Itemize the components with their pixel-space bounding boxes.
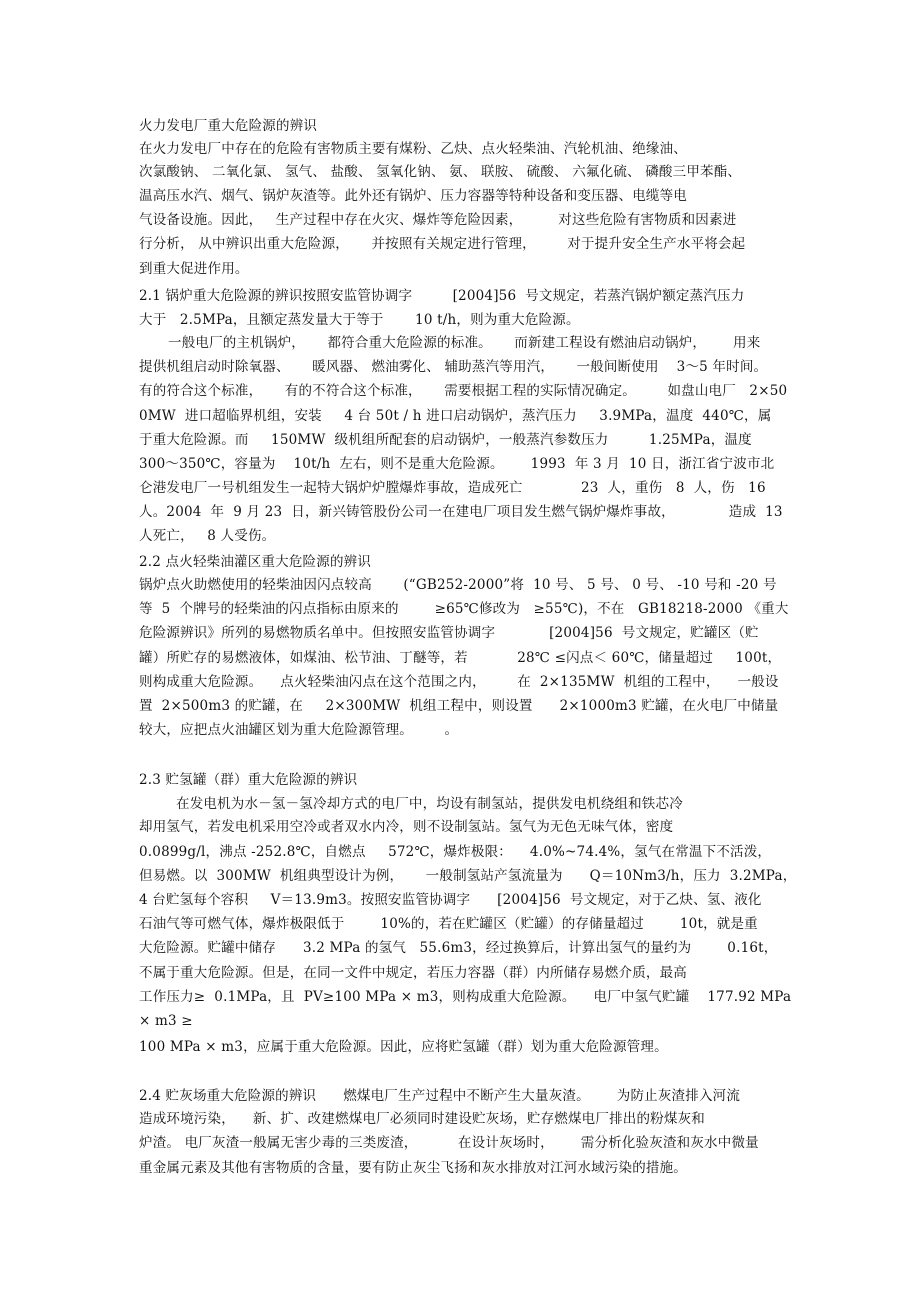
- text-line: 于重大危险源。而 150MW 级机组所配套的启动锅炉，一般蒸汽参数压力 1.25MPa，温度: [139, 432, 752, 448]
- text-line: 0.0899g/l，沸点 -252.8℃，自燃点 572℃，爆炸极限： 4.0%~74.4%，氢气在常温下不活泼，: [139, 844, 772, 860]
- text-line: 大危险源。贮罐中储存 3.2 MPa 的氢气 55.6m3，经过换算后，计算出氢气的量约为 0.16t，: [139, 940, 778, 956]
- text-line: 在发电机为水－氢－氢冷却方式的电厂中，均设有制氢站，提供发电机绕组和铁芯冷: [176, 796, 683, 812]
- text-line: 炉渣。 电厂灰渣一般属无害少毒的三类废渣， 在设计灰场时， 需分析化验灰渣和灰水中微量: [139, 1135, 759, 1151]
- text-line: 则构成重大危险源。 点火轻柴油闪点在这个范围之内， 在 2×135MW 机组的工程中， 一般设: [139, 674, 779, 690]
- section-heading-2-2: 2.2 点火轻柴油灌区重大危险源的辨识: [139, 554, 372, 570]
- text-line: × m3 ≥: [139, 1013, 193, 1029]
- text-line: 次氯酸钠、 二氧化氯、 氢气、 盐酸、 氢氧化钠、 氨、 联胺、 硫酸、 六氟化硫、 磷酸三甲苯酯、: [139, 164, 742, 180]
- text-line: 提供机组启动时除氧器、 暖风器、 燃油雾化、 辅助蒸汽等用汽， 一般间断使用 3～5 年时间。: [139, 359, 768, 375]
- text-line: 温高压水汽、烟气、锅炉灰渣等。此外还有锅炉、压力容器等特种设备和变压器、电缆等电: [139, 188, 687, 204]
- text-line: 石油气等可燃气体，爆炸极限低于 10%的，若在贮罐区（贮罐）的存储量超过 10t，就是重: [139, 916, 758, 932]
- text-line: 有的符合这个标准， 有的不符合这个标准， 需要根据工程的实际情况确定。 如盘山电厂 2×50: [139, 383, 788, 399]
- text-line: 锅炉点火助燃使用的轻柴油因闪点较高 (“GB252-2000”将 10 号、 5 号、 0 号、 -10 号和 -20 号: [139, 577, 777, 593]
- text-line: 人死亡， 8 人受伤。: [139, 528, 276, 544]
- text-line: 不属于重大危险源。但是，在同一文件中规定，若压力容器（群）内所储存易燃介质，最高: [139, 965, 687, 981]
- section-heading-2-3: 2.3 贮氢罐（群）重大危险源的辨识: [139, 772, 358, 788]
- text-line: 仑港发电厂一号机组发生一起特大锅炉炉膛爆炸事故，造成死亡 23 人，重伤 8 人，伤 16: [139, 480, 766, 496]
- text-line: 但易燃。以 300MW 机组典型设计为例， 一般制氢站产氢流量为 Q＝10Nm3/h，压力 3.2MPa，: [139, 868, 797, 884]
- text-line: 较大，应把点火油罐区划为重大危险源管理。 。: [139, 722, 459, 738]
- text-line: 罐）所贮存的易燃液体，如煤油、松节油、丁醚等，若 28℃ ≤闪点＜ 60℃，储量超过 100t，: [139, 650, 782, 666]
- section-heading-2-4: 2.4 贮灰场重大危险源的辨识 燃煤电厂生产过程中不断产生大量灰渣。 为防止灰渣排入河流: [139, 1088, 741, 1104]
- text-line: 到重大促进作用。: [139, 261, 249, 277]
- text-line: 等 5 个牌号的轻柴油的闪点指标由原来的 ≥65℃修改为 ≥55℃)，不在 GB18218-2000 《重大: [139, 601, 789, 617]
- text-line: 置 2×500m3 的贮罐，在 2×300MW 机组工程中，则设置 2×1000m3 贮罐，在火电厂中储量: [139, 698, 779, 714]
- text-line: 一般电厂的主机锅炉， 都符合重大危险源的标准。 而新建工程设有燃油启动锅炉， 用来: [168, 335, 761, 351]
- text-line: 4 台贮氢每个容积 V＝13.9m3。按照安监管协调字 [2004]56 号文规定，对于乙炔、氢、液化: [139, 892, 762, 908]
- text-line: 人。2004 年 9 月 23 日，新兴铸管股份公司一在建电厂项目发生燃气锅炉爆炸事故， 造成 13: [139, 504, 783, 520]
- text-line: 100 MPa × m3，应属于重大危险源。因此，应将贮氢罐（群）划为重大危险源管理。: [139, 1039, 668, 1055]
- text-line: 在火力发电厂中存在的危险有害物质主要有煤粉、乙炔、点火轻柴油、汽轮机油、绝缘油、: [139, 141, 687, 157]
- text-line: 工作压力≥ 0.1MPa，且 PV≥100 MPa × m3，则构成重大危险源。 电厂中氢气贮罐 177.92 MPa: [139, 989, 792, 1005]
- text-line: 造成环境污染， 新、扩、改建燃煤电厂必须同时建设贮灰场，贮存燃煤电厂排出的粉煤灰和: [139, 1111, 705, 1127]
- text-line: 危险源辨识》所列的易燃物质名单中。但按照安监管协调字 [2004]56 号文规定，贮罐区（贮: [139, 625, 759, 641]
- text-line: 300～350℃，容量为 10t/h 左右，则不是重大危险源。 1993 年 3 月 10 日，浙江省宁波市北: [139, 456, 775, 472]
- text-line: 气设备设施。因此， 生产过程中存在火灾、爆炸等危险因素， 对这些危险有害物质和因素进: [139, 212, 737, 228]
- document-title: 火力发电厂重大危险源的辨识: [139, 118, 318, 134]
- text-line: 大于 2.5MPa，且额定蒸发量大于等于 10 t/h，则为重大危险源。: [139, 312, 580, 328]
- text-line: 却用氢气，若发电机采用空冷或者双水内冷，则不设制氢站。氢气为无色无味气体，密度: [139, 819, 674, 835]
- text-line: 0MW 进口超临界机组，安装 4 台 50t / h 进口启动锅炉，蒸汽压力 3.9MPa，温度 440℃，属: [139, 408, 772, 424]
- text-line: 行分析， 从中辨识出重大危险源， 并按照有关规定进行管理， 对于提升安全生产水平将会起: [139, 236, 746, 252]
- text-line: 重金属元素及其他有害物质的含量，要有防止灰尘飞扬和灰水排放对江河水域污染的措施。: [139, 1160, 687, 1176]
- section-heading-2-1: 2.1 锅炉重大危险源的辨识按照安监管协调字 [2004]56 号文规定，若蒸汽锅炉额定蒸汽压力: [139, 288, 745, 304]
